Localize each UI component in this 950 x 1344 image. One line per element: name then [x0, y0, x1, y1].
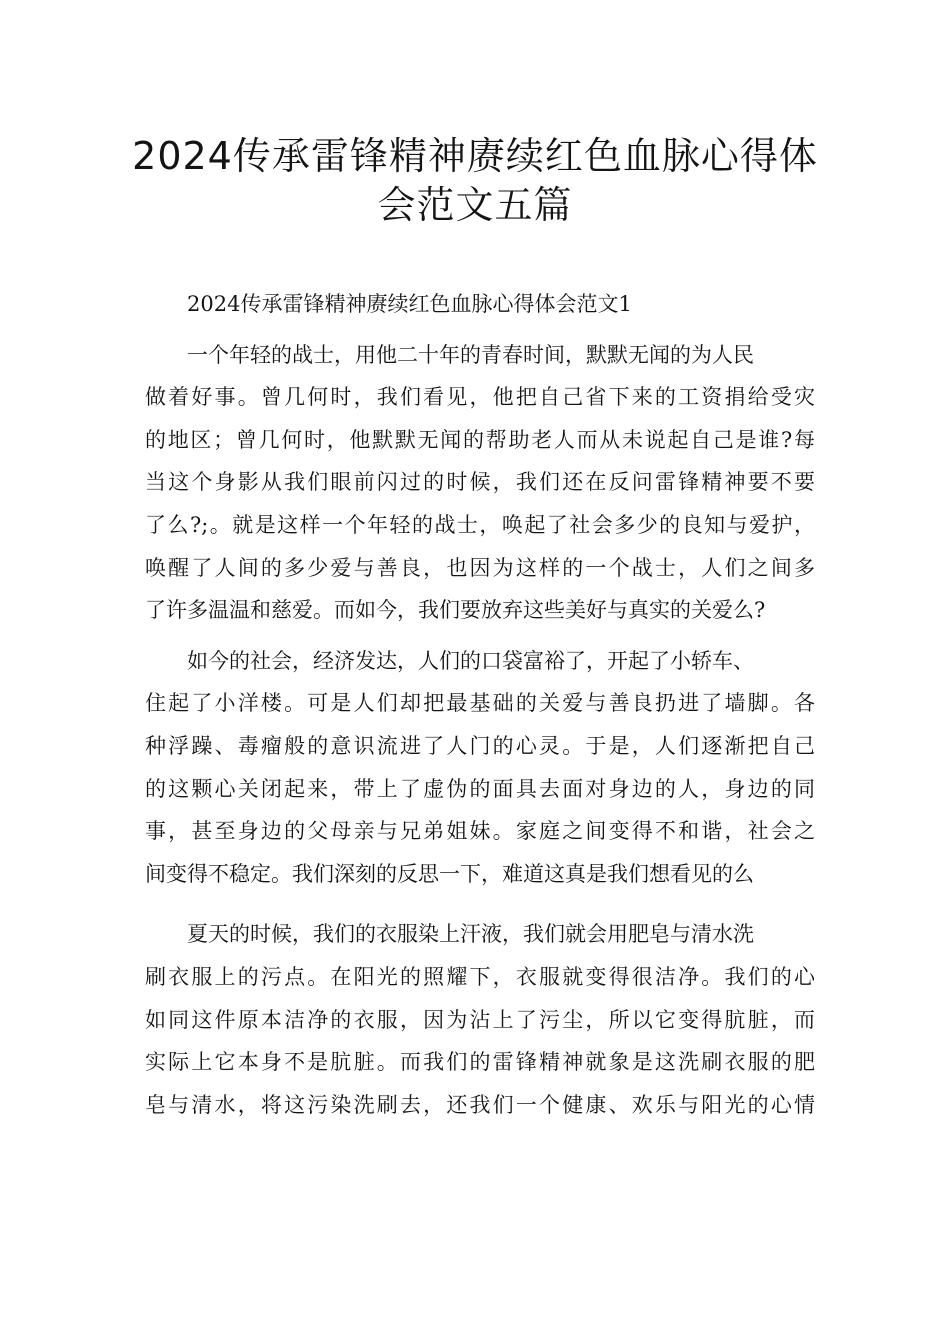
paragraph-1: [145, 334, 815, 632]
paragraph-line: 当这个身影从我们眼前闪过的时候，我们还在反问雷锋精神要不要: [145, 470, 815, 495]
document-title-line-2: 会范文五篇: [377, 183, 573, 227]
paragraph-line: 住起了小洋楼。可是人们却把最基础的关爱与善良扔进了墙脚。各: [145, 691, 815, 716]
paragraph-2: [145, 640, 815, 896]
paragraph-line: 种浮躁、毒瘤般的意识流进了人门的心灵。于是，人们逐渐把自己: [145, 733, 815, 758]
paragraph-line: 实际上它本身不是肮脏。而我们的雷锋精神就象是这洗刷衣服的肥: [145, 1050, 815, 1075]
section-heading: 2024传承雷锋精神赓续红色血脉心得体会范文1: [187, 292, 632, 316]
paragraph-line: 了许多温温和慈爱。而如今，我们要放弃这些美好与真实的关爱么?: [145, 598, 766, 623]
paragraph-line: 唤醒了人间的多少爱与善良，也因为这样的一个战士，人们之间多: [145, 555, 815, 580]
paragraph-line: 如今的社会，经济发达，人们的口袋富裕了，开起了小轿车、: [187, 648, 754, 673]
paragraph-line: 夏天的时候，我们的衣服染上汗液，我们就会用肥皂与清水洗: [187, 922, 754, 947]
document-title-line-1: 2024传承雷锋精神赓续红色血脉心得体: [132, 134, 818, 178]
document-body: [145, 283, 815, 1126]
paragraph-line: 做着好事。曾几何时，我们看见，他把自己省下来的工资捐给受灾: [145, 385, 815, 410]
paragraph-line: 的这颗心关闭起来，带上了虚伪的面具去面对身边的人，身边的同: [145, 776, 815, 801]
paragraph-line: 皂与清水，将这污染洗刷去，还我们一个健康、欢乐与阳光的心情: [145, 1092, 815, 1117]
paragraph-line: 了么?;。就是这样一个年轻的战士，唤起了社会多少的良知与爱护，: [145, 512, 815, 537]
paragraph-line: 的地区；曾几何时，他默默无闻的帮助老人而从未说起自己是谁?每: [145, 427, 815, 452]
paragraph-3: [145, 913, 815, 1126]
paragraph-line: 间变得不稳定。我们深刻的反思一下，难道这真是我们想看见的么: [145, 861, 754, 886]
paragraph-line: 刷衣服上的污点。在阳光的照耀下，衣服就变得很洁净。我们的心: [145, 964, 815, 989]
paragraph-line: 事，甚至身边的父母亲与兄弟姐妹。家庭之间变得不和谐，社会之: [145, 819, 815, 844]
paragraph-line: 一个年轻的战士，用他二十年的青春时间，默默无闻的为人民: [187, 342, 754, 367]
paragraph-line: 如同这件原本洁净的衣服，因为沾上了污尘，所以它变得肮脏，而: [145, 1007, 815, 1032]
